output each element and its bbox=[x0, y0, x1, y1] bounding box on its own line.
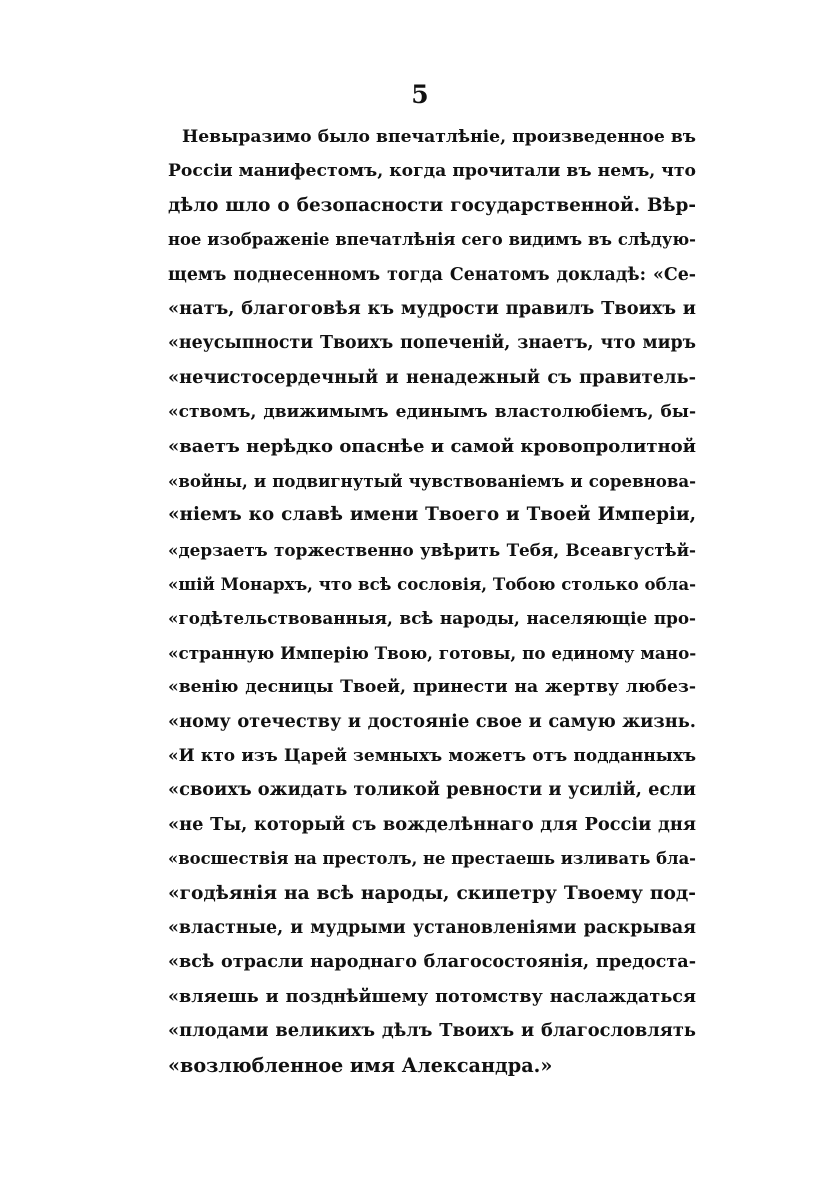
text-line: «ствомъ, движимымъ единымъ властолюбіемъ, бы- bbox=[168, 402, 696, 423]
text-line: «возлюбленное имя Александра.» bbox=[168, 1053, 553, 1077]
text-line: «странную Имперію Твою, готовы, по единому мано- bbox=[168, 642, 697, 663]
text-line: «дерзаетъ торжественно увѣрить Тебя, Всеавгустѣй- bbox=[168, 539, 696, 560]
text-line: «войны, и подвигнутый чувствованіемъ и соревнова- bbox=[168, 470, 696, 491]
text-line: «ніемъ ко славѣ имени Твоего и Твоей Имперіи, bbox=[168, 504, 696, 526]
text-line: «годѣянія на всѣ народы, скипетру Твоему под- bbox=[168, 882, 696, 904]
text-line: дѣло шло о безопасности государственной. Вѣр- bbox=[168, 194, 696, 216]
text-line: «всѣ отрасли народнаго благосостоянія, предоста- bbox=[168, 951, 696, 973]
text-line: «И кто изъ Царей земныхъ можетъ отъ подданныхъ bbox=[168, 746, 696, 767]
text-line: «ному отечеству и достояніе свое и самую жизнь. bbox=[168, 710, 696, 732]
text-line: «плодами великихъ дѣлъ Твоихъ и благословлять bbox=[168, 1020, 696, 1042]
text-line: «годѣтельствованныя, всѣ народы, населяющіе про- bbox=[168, 608, 696, 629]
text-line: «своихъ ожидать толикой ревности и усилій, если bbox=[168, 779, 696, 801]
text-line: «шій Монархъ, что всѣ сословія, Тобою столько обла- bbox=[168, 574, 696, 595]
text-line: «властные, и мудрыми установленіями раскрывая bbox=[168, 917, 696, 938]
text-line: «не Ты, который съ вожделѣннаго для Россіи дня bbox=[168, 813, 696, 835]
text-line: «неусыпности Твоихъ попеченій, знаетъ, что миръ bbox=[168, 333, 696, 354]
text-line: «натъ, благоговѣя къ мудрости правилъ Твоихъ и bbox=[168, 297, 696, 319]
body-text bbox=[168, 120, 696, 1083]
text-line: ное изображеніе впечатлѣнія сего видимъ въ слѣдую- bbox=[168, 230, 696, 250]
text-line: «ваетъ нерѣдко опаснѣе и самой кровопролитной bbox=[168, 435, 696, 457]
page-number: 5 bbox=[411, 80, 429, 109]
text-line: Россіи манифестомъ, когда прочитали въ немъ, что bbox=[168, 161, 696, 182]
text-line: «вляешь и позднѣйшему потомству наслаждаться bbox=[168, 985, 696, 1007]
text-line: «венію десницы Твоей, принести на жертву любез- bbox=[168, 677, 696, 698]
text-line: «восшествія на престолъ, не престаешь изливать бла- bbox=[168, 849, 696, 869]
text-line: щемъ поднесенномъ тогда Сенатомъ докладѣ: «Се- bbox=[168, 264, 696, 285]
text-line: Невыразимо было впечатлѣніе, произведенное въ bbox=[182, 127, 696, 147]
text-line: «нечистосердечный и ненадежный съ правитель- bbox=[168, 366, 696, 388]
